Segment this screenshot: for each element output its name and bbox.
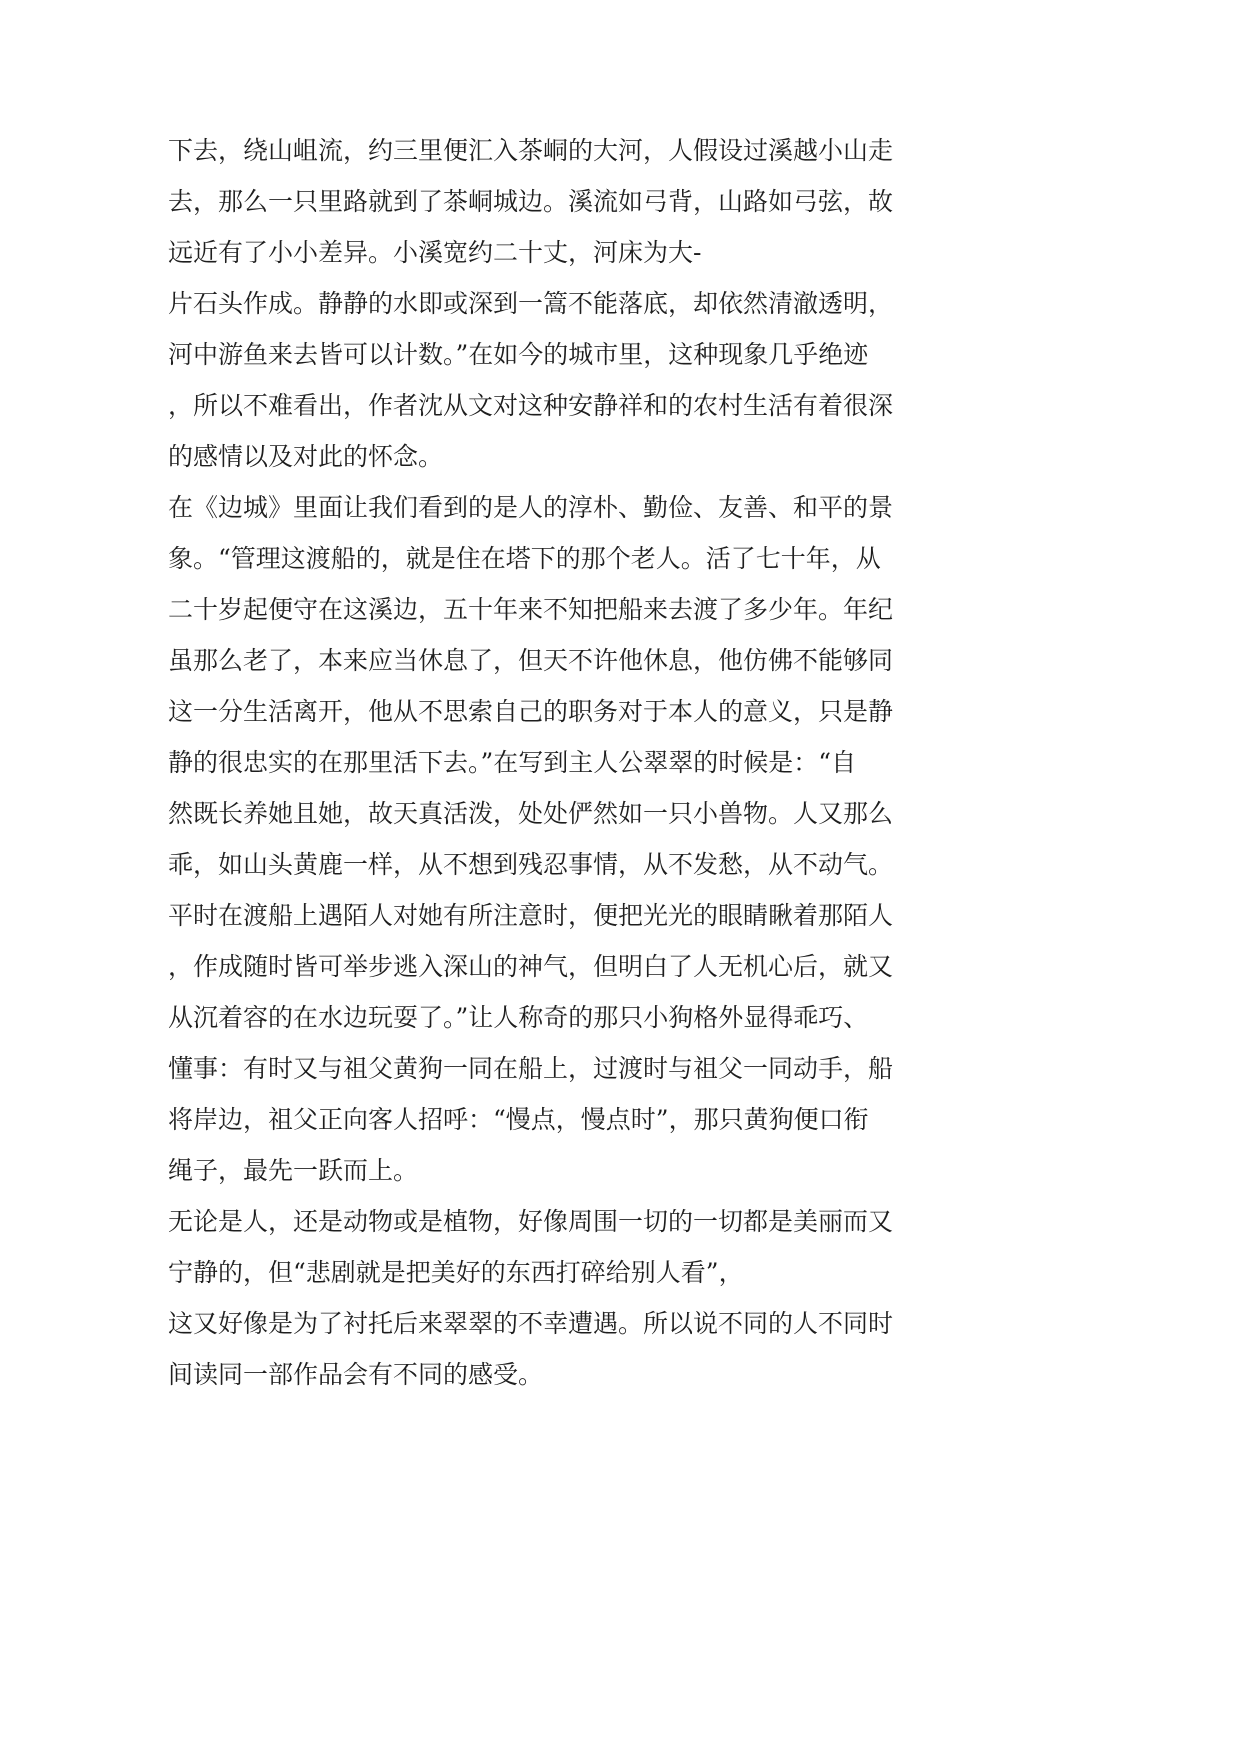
text-line: 这一分生活离开，他从不思索自己的职务对于本人的意义，只是静 [168,697,894,726]
text-line: 静的很忠实的在那里活下去。”在写到主人公翠翠的时候是：“自 [168,748,857,777]
text-line: 的感情以及对此的怀念。 [168,442,444,471]
text-line: 间读同一部作品会有不同的感受。 [168,1360,544,1389]
text-line: ，所以不难看出，作者沈从文对这种安静祥和的农村生活有着很深 [168,391,894,420]
text-line: 下去，绕山岨流，约三里便汇入茶峒的大河，人假设过溪越小山走 [168,136,894,165]
text-line: 绳子，最先一跃而上。 [168,1156,419,1185]
text-line: 从沉着容的在水边玩耍了。”让人称奇的那只小狗格外显得乖巧、 [168,1003,869,1032]
document-body [168,125,948,1400]
text-line: 去，那么一只里路就到了茶峒城边。溪流如弓背，山路如弓弦，故 [168,187,894,216]
text-line: 无论是人，还是动物或是植物，好像周围一切的一切都是美丽而又 [168,1207,894,1236]
text-line: 这又好像是为了衬托后来翠翠的不幸遭遇。所以说不同的人不同时 [168,1309,894,1338]
text-line: 平时在渡船上遇陌人对她有所注意时，便把光光的眼睛瞅着那陌人 [168,901,894,930]
text-line: 片石头作成。静静的水即或深到一篙不能落底，却依然清澈透明， [168,289,894,318]
text-line: 在《边城》里面让我们看到的是人的淳朴、勤俭、友善、和平的景 [168,493,894,522]
text-line: 乖，如山头黄鹿一样，从不想到残忍事情，从不发愁，从不动气。 [168,850,894,879]
text-line: 懂事：有时又与祖父黄狗一同在船上，过渡时与祖父一同动手，船 [168,1054,894,1083]
text-line: 远近有了小小差异。小溪宽约二十丈，河床为大- [168,238,702,267]
text-line: 宁静的，但“悲剧就是把美好的东西打碎给别人看”， [168,1258,744,1287]
text-line: 然既长养她且她，故天真活泼，处处俨然如一只小兽物。人又那么 [168,799,894,828]
text-line: 将岸边，祖父正向客人招呼：“慢点，慢点时”，那只黄狗便口衔 [168,1105,869,1134]
text-line: 河中游鱼来去皆可以计数。”在如今的城市里，这种现象几乎绝迹 [168,340,869,369]
text-line: ，作成随时皆可举步逃入深山的神气，但明白了人无机心后，就又 [168,952,894,981]
text-line: 二十岁起便守在这溪边，五十年来不知把船来去渡了多少年。年纪 [168,595,894,624]
text-line: 虽那么老了，本来应当休息了，但天不许他休息，他仿佛不能够同 [168,646,894,675]
text-line: 象。“管理这渡船的，就是住在塔下的那个老人。活了七十年，从 [168,544,881,573]
